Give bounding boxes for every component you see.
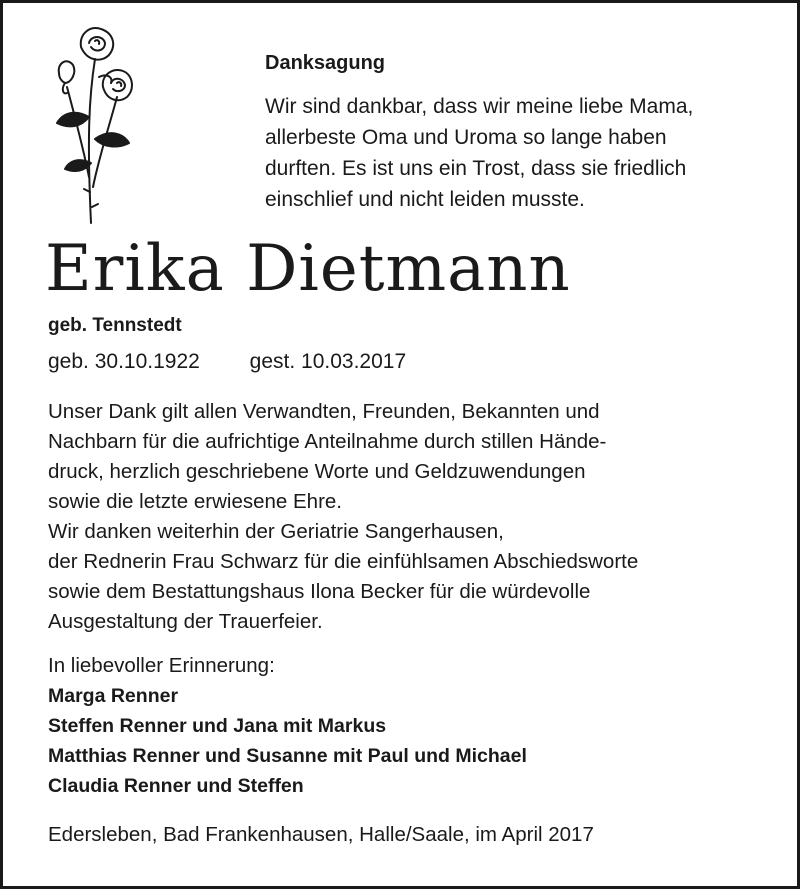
deceased-name: Erika Dietmann: [45, 232, 571, 306]
body-line: druck, herzlich geschriebene Worte und Geldzuwendungen: [48, 460, 586, 483]
gratitude-text: [48, 397, 788, 637]
body-line: Ausgestaltung der Trauerfeier.: [48, 610, 323, 633]
memory-section: [48, 651, 788, 801]
place-and-date: Edersleben, Bad Frankenhausen, Halle/Saale, im April 2017: [48, 823, 594, 846]
birth-date: geb. 30.10.1922: [48, 350, 200, 373]
maiden-name: geb. Tennstedt: [48, 315, 182, 336]
life-dates: [48, 347, 406, 377]
thanks-line: allerbeste Oma und Uroma so lange haben: [265, 126, 667, 149]
family-member: Steffen Renner und Jana mit Markus: [48, 715, 387, 737]
death-date: gest. 10.03.2017: [249, 350, 407, 373]
thanks-line: Wir sind dankbar, dass wir meine liebe Mama,: [265, 95, 694, 118]
body-line: sowie die letzte erwiesene Ehre.: [48, 490, 342, 513]
thanks-title: Danksagung: [265, 52, 386, 74]
body-line: Unser Dank gilt allen Verwandten, Freunden, Bekannten und: [48, 400, 600, 423]
thanks-text: [265, 91, 785, 215]
rose-icon: [37, 17, 137, 227]
thanks-section: [265, 49, 785, 215]
thanks-line: einschlief und nicht leiden musste.: [265, 188, 585, 211]
memory-intro: In liebevoller Erinnerung:: [48, 654, 275, 677]
thanks-line: durften. Es ist uns ein Trost, dass sie friedlich: [265, 157, 687, 180]
body-line: Wir danken weiterhin der Geriatrie Sangerhausen,: [48, 520, 504, 543]
body-line: sowie dem Bestattungshaus Ilona Becker für die würdevolle: [48, 580, 591, 603]
body-line: der Rednerin Frau Schwarz für die einfühlsamen Abschiedsworte: [48, 550, 639, 573]
family-member: Matthias Renner und Susanne mit Paul und Michael: [48, 745, 527, 767]
family-list: [48, 681, 788, 801]
body-line: Nachbarn für die aufrichtige Anteilnahme durch stillen Hände-: [48, 430, 607, 453]
family-member: Claudia Renner und Steffen: [48, 775, 304, 797]
family-member: Marga Renner: [48, 685, 179, 707]
